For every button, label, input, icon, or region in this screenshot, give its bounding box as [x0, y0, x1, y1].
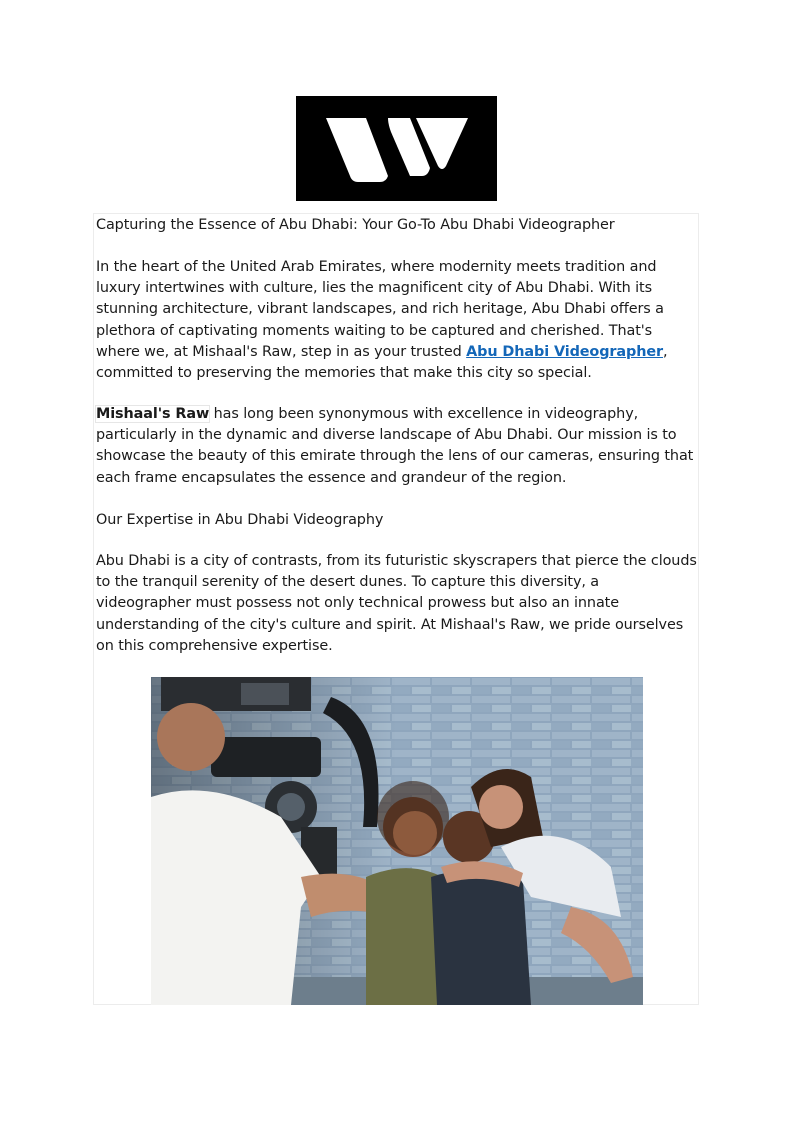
brand-name: Mishaal's Raw	[96, 406, 210, 422]
article-title: Capturing the Essence of Abu Dhabi: Your Go-To Abu Dhabi Videographer	[96, 217, 615, 233]
videographer-filming-friends-photo-icon	[151, 677, 643, 1005]
stylized-w-logo-icon	[296, 96, 497, 201]
videographer-photo	[151, 677, 643, 1005]
paragraph-intro: In the heart of the United Arab Emirates, where modernity meets tradition and luxury intertwines with culture, lies the magnificent city of Abu Dhabi. With its stunning architecture, vibrant landscapes, and rich heritage, Abu Dhabi offers a plethora of captivating moments waiting to be captured and cherished. That's where we, at Mishaal's Raw, step in as your trusted Abu Dhabi Videographer, committed to preserving the memories that make this city so special.	[96, 259, 668, 382]
paragraph-expertise: Abu Dhabi is a city of contrasts, from its futuristic skyscrapers that pierce the clouds to the tranquil serenity of the desert dunes. To capture this diversity, a videographer must possess not only technical prowess but also an innate understanding of the city's culture and spirit. At Mishaal's Raw, we pride ourselves on this comprehensive expertise.	[96, 553, 697, 654]
logo	[296, 96, 497, 201]
paragraph-brand: Mishaal's Raw has long been synonymous with excellence in videography, particularly in the dynamic and diverse landscape of Abu Dhabi. Our mission is to showcase the beauty of this emirate through the lens of our cameras, ensuring that each frame encapsulates the essence and grandeur of the region.	[96, 406, 694, 486]
section-heading: Our Expertise in Abu Dhabi Videography	[96, 512, 384, 528]
abu-dhabi-videographer-link[interactable]: Abu Dhabi Videographer	[466, 343, 664, 360]
